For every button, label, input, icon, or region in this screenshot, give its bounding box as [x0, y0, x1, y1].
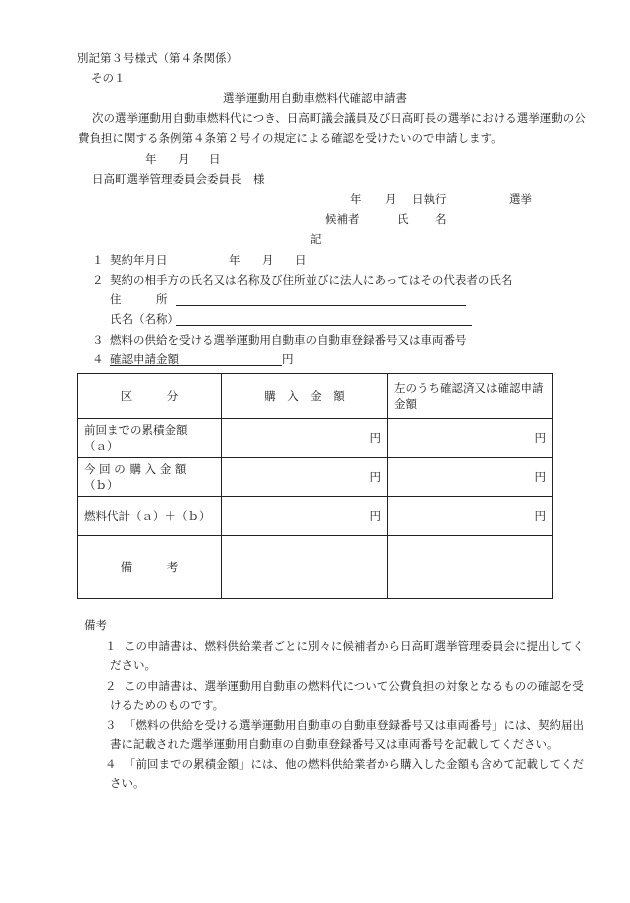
- remarks-row: [78, 536, 553, 599]
- note-1-line-1: この申請書は、燃料供給業者ごとに別々に候補者から日高町選挙管理委員会に提出してく: [124, 639, 584, 653]
- item-4-text: 確認申請金額: [110, 352, 179, 366]
- note-3-number: ３: [105, 718, 117, 732]
- fuel-cost-table: [77, 373, 553, 599]
- note-3-line-2: 書に記載された選挙運動用自動車の自動車登録番号又は車両番号を記載してください。: [110, 737, 559, 751]
- intro-line-1: 次の選挙運動用自動車燃料代につき、日高町議会議員及び日高町長の選挙における選挙運動の公: [92, 111, 586, 125]
- remarks-label: 備 考: [78, 536, 222, 599]
- note-3-line-1: 「燃料の供給を受ける選挙運動用自動車の自動車登録番号又は車両番号」には、契約届出: [124, 718, 584, 732]
- remarks-cell-2[interactable]: [388, 536, 553, 599]
- header-confirmed-amount: 左のうち確認済又は確認申請金額: [388, 374, 553, 419]
- item-2-text: 契約の相手方の氏名又は名称及び住所並びに法人にあってはその代表者の氏名: [110, 273, 513, 287]
- note-2-line-2: けるためのものです。: [110, 698, 225, 712]
- table-header-row: [78, 374, 553, 419]
- row-confirmed-cell[interactable]: 円: [388, 419, 553, 458]
- address-label: 住 所: [110, 292, 168, 306]
- election-year: 年: [350, 192, 362, 206]
- form-number: 別記第３号様式（第４条関係）: [77, 51, 238, 65]
- name-label: 氏名（名称）: [110, 312, 179, 326]
- item-4-unit: 円: [282, 352, 294, 366]
- document-title: 選挙運動用自動車燃料代確認申請書: [223, 91, 407, 105]
- table-row: [78, 458, 553, 497]
- item-1-text: 契約年月日: [110, 253, 168, 267]
- item-4-underline[interactable]: [110, 365, 282, 366]
- item-1-month: 月: [262, 253, 274, 267]
- note-2-number: ２: [105, 679, 117, 693]
- header-purchase-amount: 購 入 金 額: [222, 374, 388, 419]
- row-confirmed-cell[interactable]: 円: [388, 458, 553, 497]
- note-4-number: ４: [105, 757, 117, 771]
- remarks-cell-1[interactable]: [222, 536, 388, 599]
- address-underline[interactable]: [176, 305, 466, 306]
- election-label: 選挙: [509, 192, 532, 206]
- candidate-name-1: 氏: [397, 212, 409, 226]
- election-day-held: 日執行: [412, 192, 447, 206]
- notes-title: 備考: [84, 618, 107, 632]
- date-day: 日: [209, 152, 221, 166]
- item-3-text: 燃料の供給を受ける選挙運動用自動車の自動車登録番号又は車両番号: [110, 333, 467, 347]
- row-purchase-cell[interactable]: 円: [222, 419, 388, 458]
- item-1-year: 年: [229, 253, 241, 267]
- table-row: [78, 497, 553, 536]
- note-2-line-1: この申請書は、選挙運動用自動車の燃料代について公費負担の対象となるものの確認を受: [124, 679, 584, 693]
- item-4-number: ４: [92, 352, 104, 366]
- item-2-number: ２: [92, 273, 104, 287]
- row-label: 今 回 の 購 入 金 額 （ｂ）: [78, 458, 222, 497]
- addressee: 日高町選挙管理委員会委員長 様: [92, 172, 265, 186]
- item-1-day: 日: [295, 253, 307, 267]
- note-4-line-1: 「前回までの累積金額」には、他の燃料供給業者から購入した金額も含めて記載してくだ: [124, 757, 584, 771]
- date-month: 月: [178, 152, 190, 166]
- election-month: 月: [385, 192, 397, 206]
- row-purchase-cell[interactable]: 円: [222, 458, 388, 497]
- date-year: 年: [145, 152, 157, 166]
- name-underline[interactable]: [176, 325, 472, 326]
- note-4-line-2: さい。: [110, 776, 145, 790]
- ki-mark: 記: [310, 232, 322, 246]
- candidate-name-2: 名: [435, 212, 447, 226]
- intro-line-2: 費負担に関する条例第４条第２号イの規定による確認を受けたいので申請します。: [78, 131, 503, 145]
- table-row: [78, 419, 553, 458]
- row-purchase-cell[interactable]: 円: [222, 497, 388, 536]
- note-1-number: １: [105, 639, 117, 653]
- header-category: 区 分: [78, 374, 222, 419]
- item-1-number: １: [92, 253, 104, 267]
- sub-number: その１: [91, 71, 126, 85]
- row-label: 前回までの累積金額（ａ）: [78, 419, 222, 458]
- candidate-label: 候補者: [325, 212, 360, 226]
- row-label: 燃料代計（ａ）＋（ｂ）: [78, 497, 222, 536]
- note-1-line-2: ださい。: [110, 658, 156, 672]
- row-confirmed-cell[interactable]: 円: [388, 497, 553, 536]
- item-3-number: ３: [92, 333, 104, 347]
